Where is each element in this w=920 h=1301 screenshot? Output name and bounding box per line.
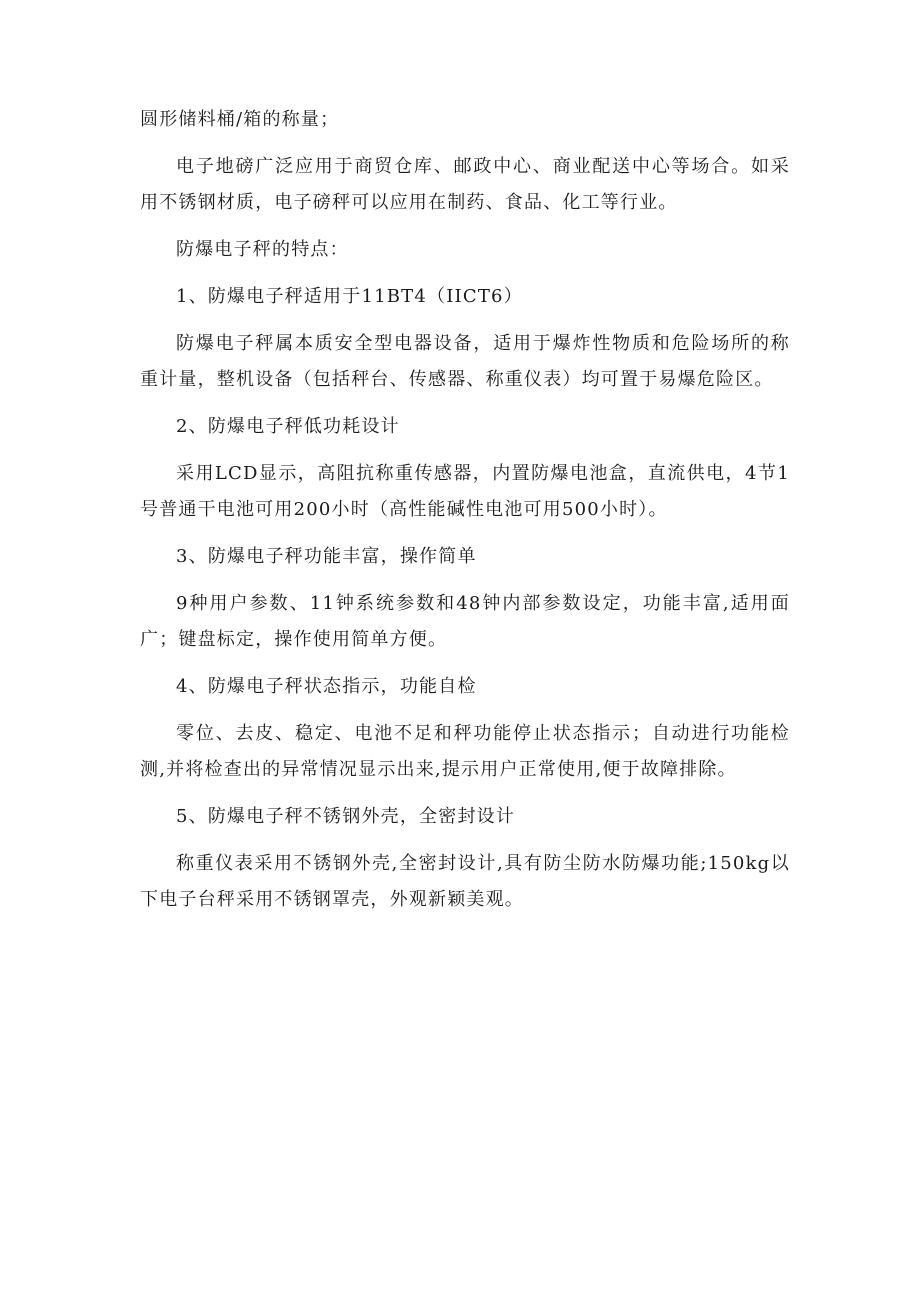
feature-heading-5: 5、防爆电子秤不锈钢外壳，全密封设计 xyxy=(176,806,516,827)
feature-heading-2: 2、防爆电子秤低功耗设计 xyxy=(176,416,400,437)
feature-heading-4: 4、防爆电子秤状态指示，功能自检 xyxy=(176,676,477,697)
paragraph-continuation: 圆形储料桶/箱的称量； xyxy=(140,109,340,130)
feature-heading-1: 1、防爆电子秤适用于11BT4（IICT6） xyxy=(176,286,523,307)
section-heading-features: 防爆电子秤的特点： xyxy=(176,239,349,260)
feature-body-1: 防爆电子秤属本质安全型电器设备，适用于爆炸性物质和危险场所的称重计量，整机设备（包括秤台、传感器、称重仪表）均可置于易爆危险区。 xyxy=(140,333,790,390)
paragraph-applications: 电子地磅广泛应用于商贸仓库、邮政中心、商业配送中心等场合。如采用不锈钢材质，电子磅秤可以应用在制药、食品、化工等行业。 xyxy=(140,156,790,213)
document-body xyxy=(140,102,790,929)
feature-body-3: 9种用户参数、11钟系统参数和48钟内部参数设定，功能丰富,适用面广；键盘标定，操作使用简单方便。 xyxy=(140,593,790,650)
feature-heading-3: 3、防爆电子秤功能丰富，操作简单 xyxy=(176,546,477,567)
feature-body-2: 采用LCD显示，高阻抗称重传感器，内置防爆电池盒，直流供电，4节1号普通干电池可用200小时（高性能碱性电池可用500小时）。 xyxy=(140,463,790,520)
feature-body-4: 零位、去皮、稳定、电池不足和秤功能停止状态指示；自动进行功能检测,并将检查出的异常情况显示出来,提示用户正常使用,便于故障排除。 xyxy=(140,723,790,780)
feature-body-5: 称重仪表采用不锈钢外壳,全密封设计,具有防尘防水防爆功能;150kg以下电子台秤采用不锈钢罩壳，外观新颖美观。 xyxy=(140,853,790,910)
